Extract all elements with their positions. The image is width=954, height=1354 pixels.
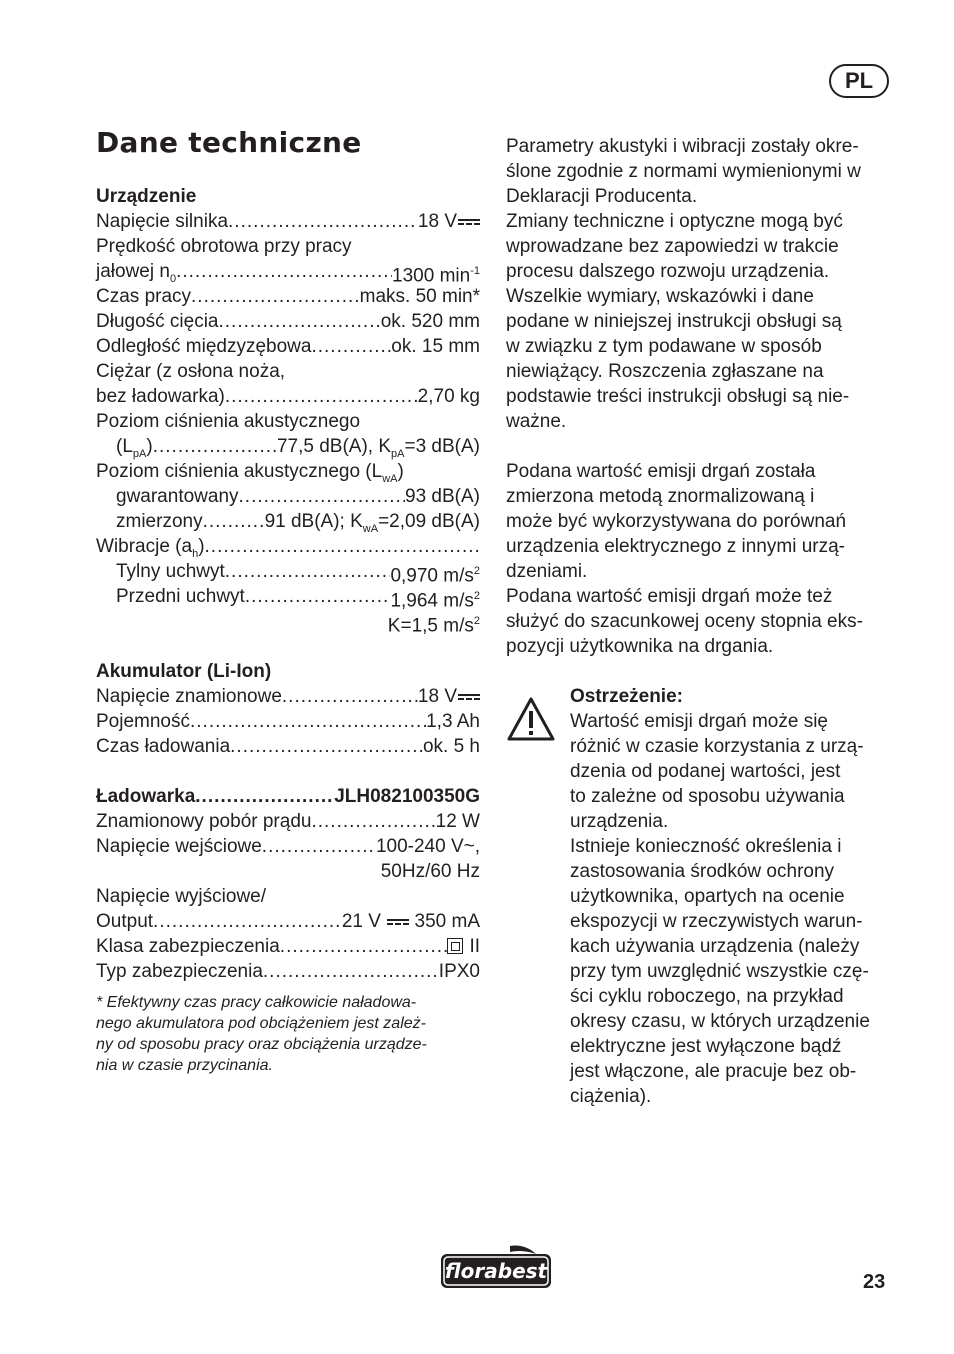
acoustic-notes: Parametry akustyki i wibracji zostały okre- ślone zgodnie z normami wymienionymi w Deklaracji Producenta. Zmiany techniczne i optyczne mogą być wprowadzane bez zapowiedzi w trakcie procesu dalszego rozwoju urządzenia. Wszelkie wymiary, wskazówki i dane podane w niniejszej instrukcji obsługi są w związku z tym podawane w sposób niewiążący. Roszczenia zgłaszane na podstawie treści instrukcji obsługi są nie- ważne. [506, 136, 861, 432]
spec-weight: bez ładowarka) ..... 2,70 kg [96, 384, 480, 409]
spec-guaranteed: gwarantowany ..... 93 dB(A) [96, 484, 480, 509]
specs-column [96, 184, 480, 1076]
spec-vibration-label: Wibracje $(a_h)$ ..... [96, 534, 480, 559]
spec-charger-output-label: Napięcie wyjściowe/ [96, 886, 267, 907]
vibration-notes: Podana wartość emisji drgań została zmierzona metodą znormalizowaną i może być wykorzystywana do porównań urządzenia elektrycznego z innymi urzą- dzeniami. Podana wartość emisji drgań może też służyć do szacunkowej oceny stopnia eks- pozycji użytkownika na drgania. [506, 461, 863, 657]
spec-cut-length: Długość cięcia ..... ok. 520 mm [96, 309, 480, 334]
spec-battery-voltage: Napięcie znamionowe ..... 18 V [96, 684, 480, 709]
spec-motor-voltage: Napięcie silnika ..... 18 V [96, 209, 480, 234]
spec-charger-input: Napięcie wejściowe ..... 100-240 V~, [96, 834, 480, 859]
dc-symbol-icon [387, 917, 409, 927]
page-title: Dane techniczne [96, 126, 362, 159]
page-number: 23 [863, 1271, 886, 1293]
spec-front-handle: Przedni uchwyt ..... 1,964 $m/s^2$ [96, 584, 480, 609]
florabest-logo [440, 1244, 552, 1290]
dc-symbol-icon [458, 692, 480, 702]
battery-heading: Akumulator (Li-Ion) [96, 661, 272, 682]
warning-block [506, 684, 890, 1109]
spec-charger-input-freq: 50Hz/60 Hz [380, 861, 480, 882]
spec-speed-label: Prędkość obrotowa przy pracy [96, 236, 352, 257]
charger-heading: Ładowarka ..... JLH082100350G [96, 784, 480, 809]
spec-charger-output: Output ..... 21 V 350 mA [96, 909, 480, 934]
device-heading: Urządzenie [96, 186, 197, 207]
spec-ip-rating: Typ zabezpieczenia ..... IPX0 [96, 959, 480, 984]
spec-k-value: K=1,5 $m/s^2$ [387, 615, 480, 637]
spec-power-label: Poziom ciśnienia akustycznego $(L_{wA})$ [96, 461, 404, 485]
spec-tooth-gap: Odległość międzyzębowa ..... ok. 15 mm [96, 334, 480, 359]
spec-pressure: $(L_{pA})$ ..... 77,5 dB(A), $K_{pA}=3$ dB(A) [96, 434, 480, 459]
language-badge: PL [829, 64, 889, 98]
dc-symbol-icon [458, 217, 480, 227]
warning-triangle-icon [506, 696, 556, 742]
spec-weight-label: Ciężar (z osłona noża, [96, 361, 286, 382]
spec-protection-class: Klasa zabezpieczenia ..... II [96, 934, 480, 959]
spec-battery-capacity: Pojemność ..... 1,3 Ah [96, 709, 480, 734]
spec-charge-time: Czas ładowania ..... ok. 5 h [96, 734, 480, 759]
spec-pressure-label: Poziom ciśnienia akustycznego [96, 411, 361, 432]
warning-title: Ostrzeżenie: [570, 686, 683, 707]
spec-measured: zmierzony ..... 91 dB(A); $K_{wA}=2,09$ dB(A) [96, 509, 480, 534]
spec-rear-handle: Tylny uchwyt ..... 0,970 $m/s^2$ [96, 559, 480, 584]
protection-class-2-icon [447, 938, 463, 954]
notes-column [506, 134, 890, 659]
spec-charger-power: Znamionowy pobór prądu ..... 12 W [96, 809, 480, 834]
spec-speed: jałowej $n_0$ ..... 1300 $\min^{-1}$ [96, 259, 480, 284]
warning-text: Wartość emisji drgań może się różnić w czasie korzystania z urzą- dzenia od podanej wartości, jest to zależne od sposobu używania urządzenia. Istnieje konieczność określenia i zastosowania środków ochrony użytkownika, opartych na ocenie ekspozycji w rzeczywistych warun- kach używania urządzenia (należy przy tym uwzględnić wszystkie czę- ści cyklu roboczego, na przykład okresy czasu, w których urządzenie elektryczne jest wyłączone bądź jest włączone, ale pracuje bez ob- ciążenia). [570, 711, 870, 1107]
runtime-footnote: * Efektywny czas pracy całkowicie naładowa- nego akumulatora pod obciążeniem jest zależ- ny od sposobu pracy oraz obciążenia urządze- nia w czasie przycinania. [96, 994, 427, 1074]
spec-runtime: Czas pracy ..... maks. 50 min* [96, 284, 480, 309]
svg-text:florabest: florabest [444, 1259, 548, 1283]
